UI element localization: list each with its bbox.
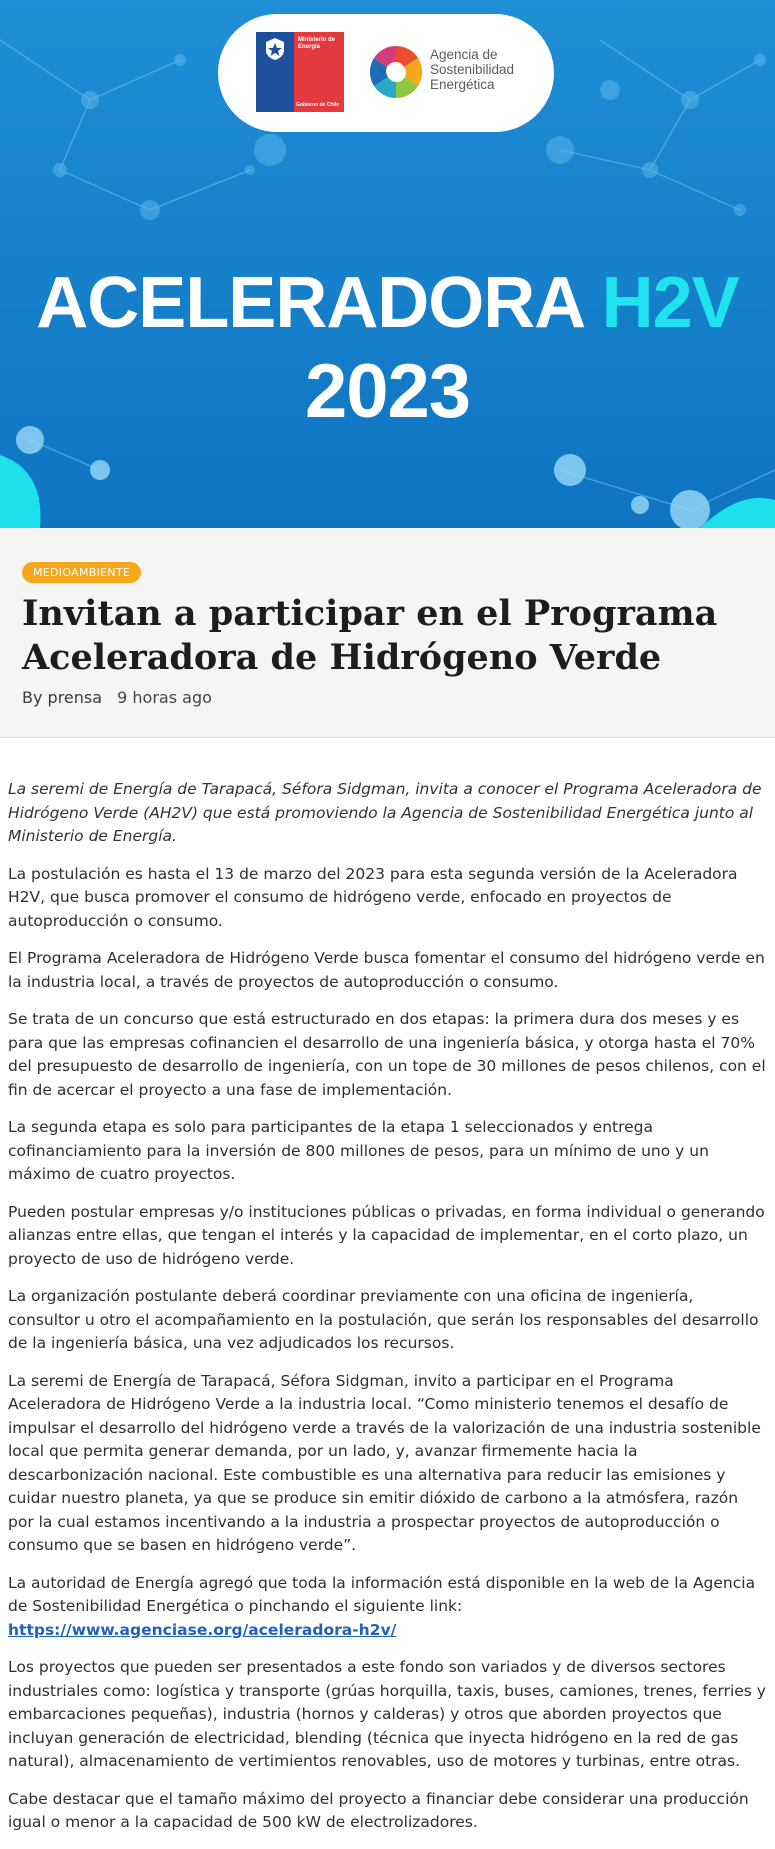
- hero-title: ACELERADORA H2V: [36, 263, 739, 343]
- article-paragraph: Pueden postular empresas y/o instituciones públicas o privadas, en forma individual o generando alianzas entre ellas, que tengan el interés y la capacidad de implementar, en el corto plazo, un proyecto de uso de hidrógeno verde.: [8, 1202, 765, 1268]
- author-link[interactable]: By prensa: [22, 688, 103, 707]
- article-paragraph: La organización postulante deberá coordinar previamente con una oficina de ingeniería, consultor u otro el acompañamiento en la postulación, que serán los responsables del desarrollo de la ingeniería básica, una vez adjudicados los recursos.: [8, 1287, 759, 1352]
- ministerio-energia-logo: Ministerio de Energía Gobierno de Chile: [256, 32, 344, 112]
- agencia-sostenibilidad-icon: [368, 44, 424, 100]
- chile-shield-icon: [262, 36, 288, 62]
- article-lead: La seremi de Energía de Tarapacá, Séfora Sidgman, invita a conocer el Programa Aceleradora de Hidrógeno Verde (AH2V) que está promoviendo la Agencia de Sostenibilidad Energética junto al Ministerio de Energía.: [8, 780, 762, 845]
- post-header: [0, 528, 775, 738]
- article-paragraph: Se trata de un concurso que está estructurado en dos etapas: la primera dura dos meses y es para que las empresas cofinancien el desarrollo de una ingeniería básica, y otorga hasta el 70% del presupuesto de desarrollo de ingeniería, con un tope de 30 millones de pesos chilenos, con el fin de acercar el proyecto a una fase de implementación.: [8, 1010, 766, 1099]
- post-title: Invitan a participar en el Programa Aceleradora de Hidrógeno Verde: [22, 593, 718, 678]
- article-paragraph: Los proyectos que pueden ser presentados a este fondo son variados y de diversos sectores industriales como: logística y transporte (grúas horquilla, taxis, buses, camiones, trenes, ferries y embarcaciones pequeñas), industria (hornos y calderas) y otros que aborden proyectos que incluyan generación de electricidad, blending (técnica que inyecta hidrógeno en la red de gas natural), almacenamiento de vertimientos renovables, uso de motores y turbinas, entre otras.: [8, 1658, 766, 1770]
- article-paragraph: La seremi de Energía de Tarapacá, Séfora Sidgman, invito a participar en el Programa Aceleradora de Hidrógeno Verde a la industria local. “Como ministerio tenemos el desafío de impulsar el desarrollo del hidrógeno verde a través de la valorización de una industria sostenible local que permita generar demanda, por un lado, y, avanzar firmemente hacia la descarbonización nacional. Este combustible es una alternativa para reducir las emisiones y cuidar nuestro planeta, ya que se produce sin emitir dióxido de carbono a la atmósfera, razón por la cual estamos incentivando a la industria a prospectar proyectos de autoproducción o consumo que se basen en hidrógeno verde”.: [8, 1371, 761, 1554]
- article-paragraph: Cabe destacar que el tamaño máximo del proyecto a financiar debe considerar una producción igual o menor a la capacidad de 500 kW de electrolizadores.: [8, 1789, 749, 1831]
- post-meta: [22, 688, 222, 707]
- article-paragraph: El Programa Aceleradora de Hidrógeno Verde busca fomentar el consumo del hidrógeno verde en la industria local, a través de proyectos de autoproducción o consumo.: [8, 949, 765, 991]
- post-time: 9 horas ago: [117, 688, 212, 707]
- hero-banner: [0, 0, 775, 528]
- partner-logos: Ministerio de Energía Gobierno de Chile Agencia de Sostenibilidad Energética: [218, 14, 554, 132]
- article-paragraph: La postulación es hasta el 13 de marzo del 2023 para esta segunda versión de la Aceleradora H2V, que busca promover el consumo de hidrógeno verde, enfocado en proyectos de autoproducción o consumo.: [8, 864, 738, 930]
- article-body: [8, 778, 766, 1849]
- article-paragraph: La segunda etapa es solo para participantes de la etapa 1 seleccionados y entrega cofinanciamiento para la inversión de 800 millones de pesos, para un mínimo de uno y un máximo de cuatro proyectos.: [8, 1118, 709, 1183]
- aceleradora-link[interactable]: https://www.agenciase.org/aceleradora-h2v/: [8, 1620, 397, 1639]
- category-badge[interactable]: MEDIOAMBIENTE: [22, 562, 141, 583]
- article-paragraph: La autoridad de Energía agregó que toda la información está disponible en la web de la Agencia de Sostenibilidad Energética o pinchando el siguiente link: https://www.agenciase.org/aceleradora-h2v/: [8, 1573, 756, 1639]
- hero-year: 2023: [304, 349, 471, 434]
